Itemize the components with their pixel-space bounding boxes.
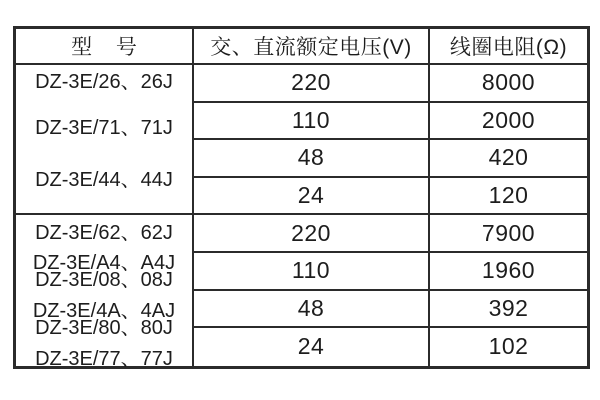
model-name: DZ-3E/26、26J: [35, 71, 173, 93]
resistance-cell: 392: [430, 291, 587, 329]
voltage-cell: 24: [194, 328, 430, 366]
voltage-cell: 24: [194, 178, 430, 216]
resistance-cell: 8000: [430, 65, 587, 103]
model-name: DZ-3E/4A、4AJ: [32, 300, 176, 323]
voltage-cell: 110: [194, 103, 430, 141]
voltage-cell: 110: [194, 253, 430, 291]
header-voltage: [194, 29, 430, 65]
resistance-cell: 420: [430, 140, 587, 178]
voltage-cell: 48: [194, 140, 430, 178]
voltage-cell: 220: [194, 215, 430, 253]
resistance-cell: 1960: [430, 253, 587, 291]
model-name: DZ-3E/62、62J: [35, 222, 173, 245]
model-group-2: [16, 215, 194, 371]
model-name: DZ-3E/71、71J: [35, 117, 173, 139]
model-name: DZ-3E/44、44J: [35, 169, 173, 191]
model-name: DZ-3E/77、77J: [35, 348, 173, 371]
voltage-cell: 220: [194, 65, 430, 103]
model-group-1: [16, 65, 194, 215]
header-voltage-label: 交、直流额定电压(V): [210, 36, 412, 59]
model-name: DZ-3E/80、80J: [35, 317, 173, 340]
header-resistance: [430, 29, 587, 65]
header-model-label: 型 号: [71, 36, 146, 59]
voltage-cell: 48: [194, 291, 430, 329]
relay-spec-table: [13, 26, 590, 369]
model-name: DZ-3E/A4、A4J: [32, 252, 176, 275]
header-model: [16, 29, 194, 65]
resistance-cell: 120: [430, 178, 587, 216]
model-name: DZ-3E/08、08J: [35, 269, 173, 292]
resistance-cell: 102: [488, 333, 529, 360]
resistance-cell: 7900: [430, 215, 587, 253]
resistance-cell: 2000: [430, 103, 587, 141]
header-resistance-label: 线圈电阻(Ω): [449, 36, 568, 59]
